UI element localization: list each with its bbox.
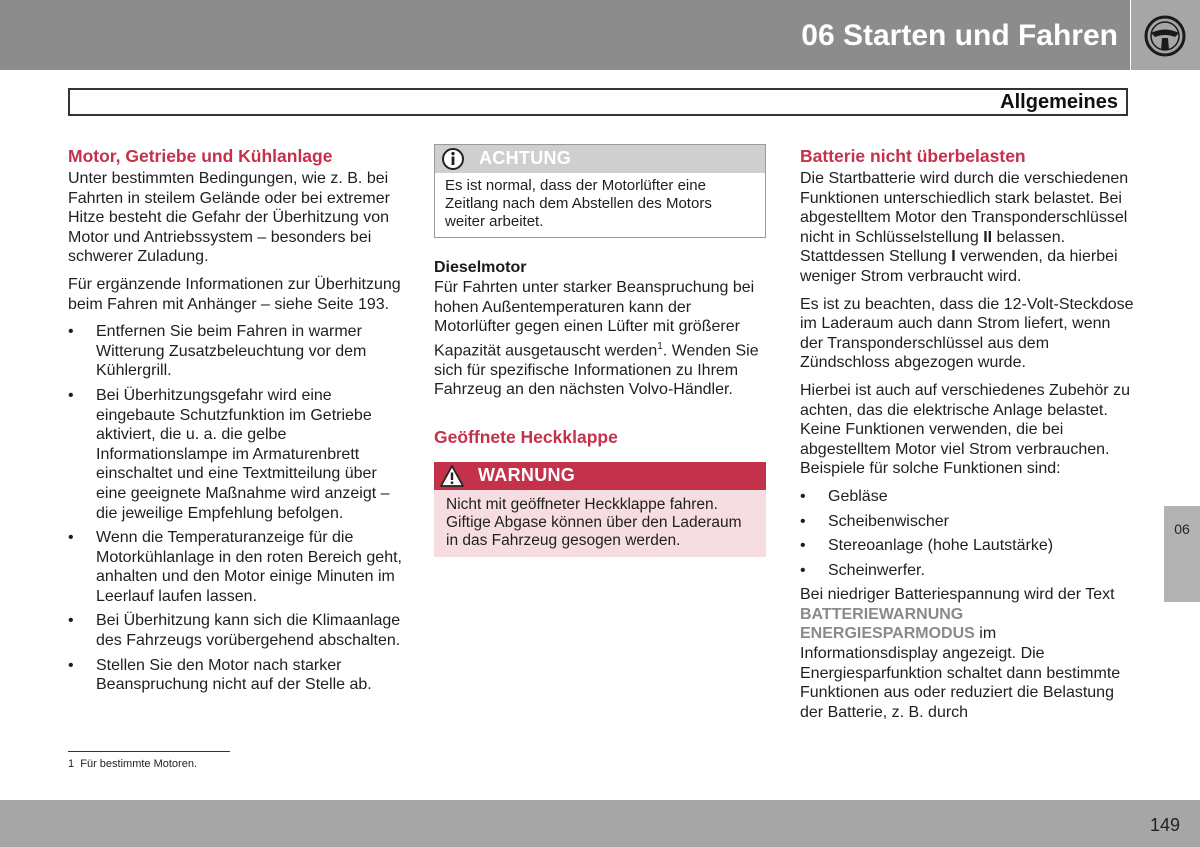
footnote-rule xyxy=(68,751,230,752)
bullet-icon: • xyxy=(800,487,806,505)
warning-box xyxy=(434,462,766,557)
column-3 xyxy=(800,145,1134,730)
chapter-icon-box xyxy=(1131,0,1200,70)
footnote-marker: 1 xyxy=(657,340,663,352)
paragraph: Für ergänzende Informationen zur Überhitzung beim Fahren mit Anhänger – siehe Seite 193. xyxy=(68,275,401,313)
bullet-icon: • xyxy=(800,561,806,579)
list-item: • Bei Überhitzung kann sich die Klimaanlage des Fahrzeugs vorübergehend abschalten. xyxy=(68,612,401,650)
display-message: ENERGIESPARMODUS xyxy=(800,625,975,643)
list-item: • Scheibenwischer xyxy=(800,512,949,530)
caution-label: ACHTUNG xyxy=(479,148,572,169)
bullet-icon: • xyxy=(800,537,806,555)
bullet-list xyxy=(800,487,1134,580)
heading-motor: Motor, Getriebe und Kühlanlage xyxy=(68,146,333,166)
heading-tailgate: Geöffnete Heckklappe xyxy=(434,426,618,447)
section-title: Allgemeines xyxy=(1000,91,1118,113)
paragraph: Es ist zu beachten, dass die 12-Volt-Steckdose im Laderaum auch dann Strom liefert, wenn der Transponderschlüssel aus dem Zündschloss abgezogen wurde. xyxy=(800,295,1134,372)
list-item: • Entfernen Sie beim Fahren in warmer Witterung Zusatzbeleuchtung vor dem Kühlergrill. xyxy=(68,323,367,380)
page-number: 149 xyxy=(1149,815,1180,835)
footer-band xyxy=(0,800,1200,847)
heading-diesel: Dieselmotor xyxy=(434,259,527,276)
warning-label: WARNUNG xyxy=(478,465,576,486)
list-item: • Wenn die Temperaturanzeige für die Motorkühlanlage in den roten Bereich geht, anhalten und den Motor einige Minuten im Leerlauf laufen lassen. xyxy=(68,529,402,605)
bullet-icon: • xyxy=(68,612,74,630)
paragraph: Die Startbatterie wird durch die verschiedenen Funktionen unterschiedlich stark belastet. Bei abgestelltem Motor den Transponderschlüssel nicht in Schlüsselstellung II belassen. Stattdessen Stellung I verwenden, da hierbei weniger Strom verbraucht wird. xyxy=(800,170,1129,285)
bullet-icon: • xyxy=(68,323,74,341)
warning-text: Nicht mit geöffneter Heckklappe fahren. Giftige Abgase können über den Laderaum in das Fahrzeug gesogen werden. xyxy=(434,490,766,557)
column-2 xyxy=(434,144,766,577)
column-1 xyxy=(68,145,402,700)
chapter-title: 06 Starten und Fahren xyxy=(801,19,1118,52)
warning-triangle-icon xyxy=(438,464,466,488)
caution-text: Es ist normal, dass der Motorlüfter eine Zeitlang nach dem Abstellen des Motors weiter arbeitet. xyxy=(445,177,712,230)
info-icon xyxy=(439,147,467,171)
list-item: • Stellen Sie den Motor nach starker Beanspruchung nicht auf der Stelle ab. xyxy=(68,656,372,694)
steering-wheel-icon xyxy=(1131,0,1200,70)
bullet-list xyxy=(68,322,402,695)
heading-battery: Batterie nicht überbelasten xyxy=(800,146,1026,166)
paragraph-diesel: Für Fahrten unter starker Beanspruchung bei hohen Außentemperaturen kann der Motorlüfter gegen einen Lüfter mit größerer Kapazität ausgetauscht werden$^1$. Wenden Sie sich für spezifische Informationen zu Ihrem Fahrzeug an den nächsten Volvo-Händler. xyxy=(434,279,759,399)
bullet-icon: • xyxy=(800,512,806,530)
list-item: • Bei Überhitzungsgefahr wird eine eingebaute Schutzfunktion im Getriebe aktiviert, die u. a. die gelbe Informationslampe im Armaturenbrett einschaltet und eine Textmitteilung über eine geeignete Maßnahme wird anzeigt – die jeweilige Empfehlung befolgen. xyxy=(68,386,390,522)
paragraph: Unter bestimmten Bedingungen, wie z. B. bei Fahrten in steilem Gelände oder bei extremer Hitze besteht die Gefahr der Überhitzung von Motor und Antriebssystem – besonders bei schwerer Zuladung. xyxy=(68,170,390,266)
section-bar xyxy=(68,88,1128,116)
list-item: • Stereoanlage (hohe Lautstärke) xyxy=(800,537,1054,555)
list-item: • Scheinwerfer. xyxy=(800,561,925,579)
list-item: • Gebläse xyxy=(800,487,888,505)
paragraph: Hierbei ist auch auf verschiedenes Zubehör zu achten, das die elektrische Anlage belastet. Keine Funktionen verwenden, die bei abgestelltem Motor viel Strom verbrauchen. Beispiele für solche Funktionen sind: xyxy=(800,381,1130,478)
bullet-icon: • xyxy=(68,529,74,547)
bullet-icon: • xyxy=(68,386,74,404)
caution-box xyxy=(434,144,766,238)
chapter-tab-label: 06 xyxy=(1174,521,1190,537)
warning-header xyxy=(434,462,766,490)
caution-header xyxy=(435,145,765,173)
paragraph: Bei niedriger Batteriespannung wird der Text BATTERIEWARNUNG ENERGIESPARMODUS im Informationsdisplay angezeigt. Die Energiesparfunktion schaltet dann bestimmte Funktionen aus oder reduziert die Belastung der Batterie, z. B. durch xyxy=(800,586,1121,721)
display-message: BATTERIEWARNUNG xyxy=(800,605,964,623)
footnote: 1 Für bestimmte Motoren. xyxy=(68,758,198,770)
bullet-icon: • xyxy=(68,656,74,674)
